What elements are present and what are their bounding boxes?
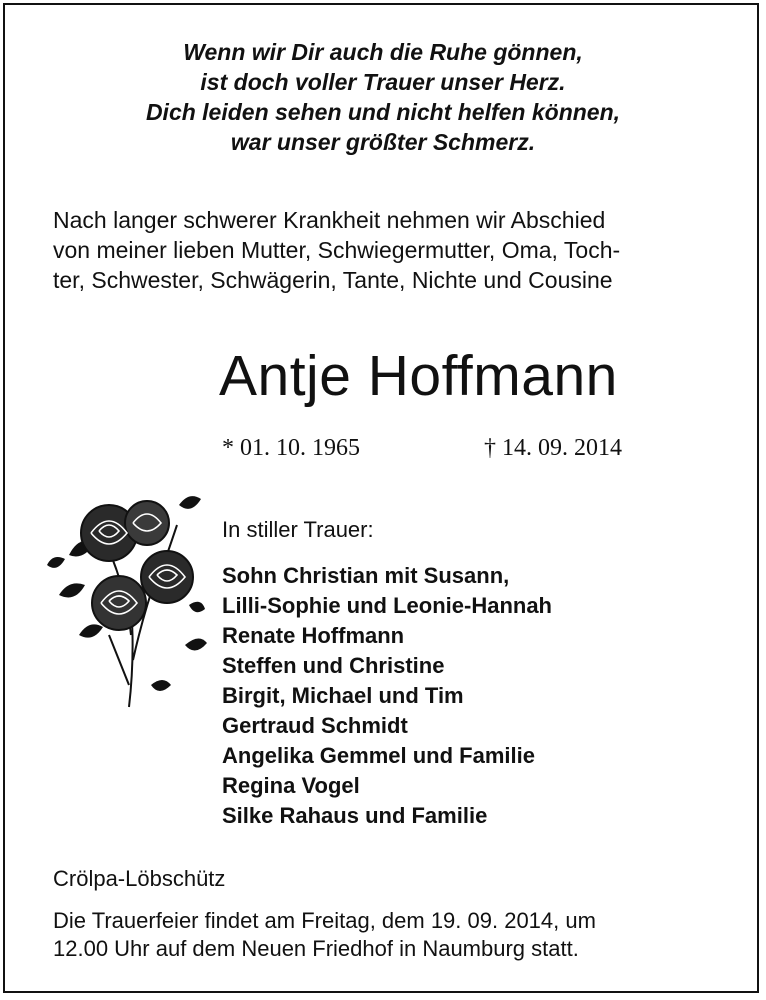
obituary-frame: [3, 3, 759, 993]
death-date: † 14. 09. 2014: [484, 435, 622, 461]
mourner-name: Renate Hoffmann: [222, 623, 405, 648]
deceased-name: Antje Hoffmann: [219, 344, 618, 408]
funeral-notice: [53, 907, 743, 963]
mourners-list: [222, 561, 552, 831]
mourner-name: Steffen und Christine: [222, 653, 445, 678]
birth-date: * 01. 10. 1965: [222, 435, 360, 461]
mourner-name: Angelika Gemmel und Familie: [222, 743, 535, 768]
mourner-name: Sohn Christian mit Susann,: [222, 563, 510, 588]
mourner-name: Gertraud Schmidt: [222, 713, 408, 738]
poem-line: Wenn wir Dir auch die Ruhe gönnen,: [183, 39, 583, 65]
intro-line: Nach langer schwerer Krankheit nehmen wir Abschied: [53, 207, 606, 233]
mourner-name: Silke Rahaus und Familie: [222, 803, 488, 828]
mourner-name: Birgit, Michael und Tim: [222, 683, 464, 708]
roses-bouquet-icon: [39, 485, 209, 710]
mourning-label: In stiller Trauer:: [222, 517, 374, 542]
poem: [5, 37, 761, 157]
place-name: Crölpa-Löbschütz: [53, 866, 226, 891]
intro-line: ter, Schwester, Schwägerin, Tante, Nichte und Cousine: [53, 267, 613, 293]
poem-line: Dich leiden sehen und nicht helfen können,: [145, 99, 621, 125]
mourner-name: Lilli-Sophie und Leonie-Hannah: [222, 593, 552, 618]
intro-text: [53, 205, 733, 295]
poem-line: war unser größter Schmerz.: [230, 129, 536, 155]
funeral-line: Die Trauerfeier findet am Freitag, dem 19. 09. 2014, um: [53, 908, 596, 933]
intro-line: von meiner lieben Mutter, Schwiegermutter, Oma, Toch-: [53, 237, 621, 263]
mourner-name: Regina Vogel: [222, 773, 360, 798]
poem-line: ist doch voller Trauer unser Herz.: [200, 69, 566, 95]
funeral-line: 12.00 Uhr auf dem Neuen Friedhof in Naumburg statt.: [53, 936, 579, 961]
